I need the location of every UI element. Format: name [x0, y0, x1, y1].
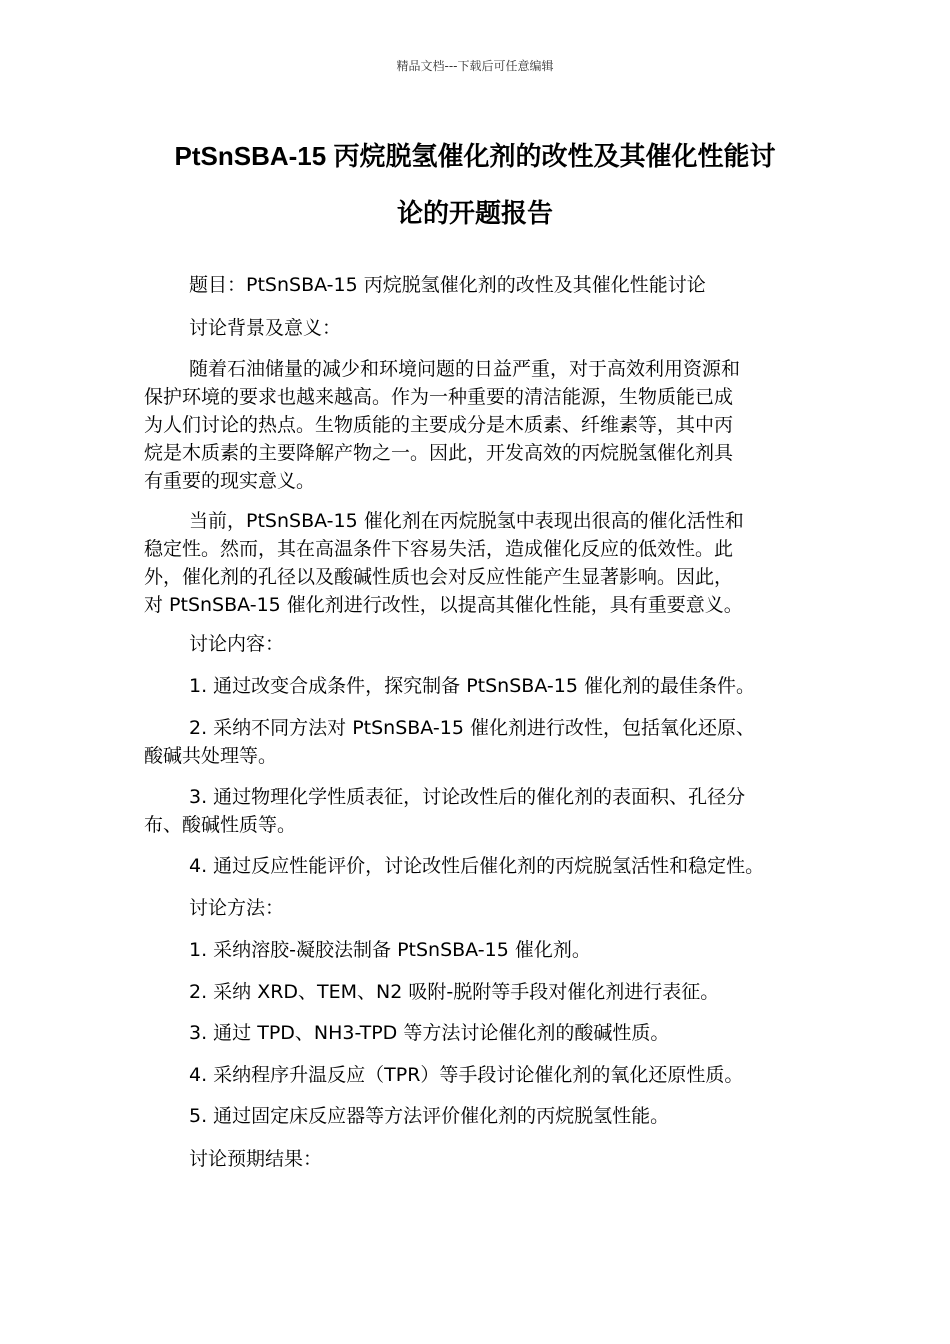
paragraph-line: 3. 通过 TPD、NH3-TPD 等方法讨论催化剂的酸碱性质。	[189, 1022, 670, 1044]
method-item-5	[144, 1102, 809, 1130]
paragraph-line: 4. 通过反应性能评价，讨论改性后催化剂的丙烷脱氢活性和稳定性。	[189, 855, 765, 877]
paragraph-line: 随着石油储量的减少和环境问题的日益严重，对于高效利用资源和	[189, 358, 741, 380]
paragraph-line: 1. 通过改变合成条件，探究制备 PtSnSBA-15 催化剂的最佳条件。	[189, 675, 755, 697]
document-title-line-1: PtSnSBA-15 丙烷脱氢催化剂的改性及其催化性能讨	[174, 141, 776, 171]
paragraph-line: 外，催化剂的孔径以及酸碱性质也会对反应性能产生显著影响。因此，	[144, 566, 734, 588]
paragraph-line: 2. 采纳不同方法对 PtSnSBA-15 催化剂进行改性，包括氧化还原、	[189, 717, 755, 739]
paragraph-line: 保护环境的要求也越来越高。作为一种重要的清洁能源，生物质能已成	[144, 386, 734, 408]
paragraph-line: 酸碱共处理等。	[144, 745, 278, 767]
method-item-2	[144, 978, 809, 1006]
paragraph-line: 为人们讨论的热点。生物质能的主要成分是木质素、纤维素等，其中丙	[144, 414, 734, 436]
method-item-1	[144, 936, 809, 964]
paragraph-line: 当前，PtSnSBA-15 催化剂在丙烷脱氢中表现出很高的催化活性和	[189, 510, 744, 532]
paragraph-line: 烷是木质素的主要降解产物之一。因此，开发高效的丙烷脱氢催化剂具	[144, 442, 734, 464]
heading-methods	[144, 894, 809, 922]
paragraph-line: 讨论内容：	[189, 633, 285, 655]
paragraph-line: 有重要的现实意义。	[144, 470, 316, 492]
paragraph-line: 讨论背景及意义：	[189, 317, 342, 339]
paragraph-line: 1. 采纳溶胶-凝胶法制备 PtSnSBA-15 催化剂。	[189, 939, 591, 961]
paragraph-line: 讨论方法：	[189, 897, 285, 919]
paragraph-line: 讨论预期结果：	[189, 1148, 323, 1170]
paragraph-line: 布、酸碱性质等。	[144, 814, 297, 836]
heading-content	[144, 630, 809, 658]
paragraph-line: 4. 采纳程序升温反应（TPR）等手段讨论催化剂的氧化还原性质。	[189, 1064, 744, 1086]
method-item-4	[144, 1061, 809, 1089]
paragraph-background-1	[144, 355, 809, 495]
paragraph-line: 题目：PtSnSBA-15 丙烷脱氢催化剂的改性及其催化性能讨论	[189, 274, 706, 296]
paragraph-line: 稳定性。然而，其在高温条件下容易失活，造成催化反应的低效性。此	[144, 538, 734, 560]
paragraph-topic	[144, 271, 809, 299]
method-item-3	[144, 1019, 809, 1047]
paragraph-line: 2. 采纳 XRD、TEM、N2 吸附-脱附等手段对催化剂进行表征。	[189, 981, 720, 1003]
document-title-line-2: 论的开题报告	[396, 198, 553, 228]
content-item-1	[144, 672, 809, 700]
heading-background	[144, 314, 809, 342]
content-item-3	[144, 783, 809, 839]
paragraph-line: 3. 通过物理化学性质表征，讨论改性后的催化剂的表面积、孔径分	[189, 786, 746, 808]
content-item-4	[144, 852, 809, 880]
content-item-2	[144, 714, 809, 770]
header-note: 精品文档---下载后可任意编辑	[396, 59, 554, 73]
paragraph-line: 对 PtSnSBA-15 催化剂进行改性，以提高其催化性能，具有重要意义。	[144, 594, 743, 616]
heading-expected-results	[144, 1145, 809, 1173]
paragraph-background-2	[144, 507, 809, 619]
paragraph-line: 5. 通过固定床反应器等方法评价催化剂的丙烷脱氢性能。	[189, 1105, 670, 1127]
